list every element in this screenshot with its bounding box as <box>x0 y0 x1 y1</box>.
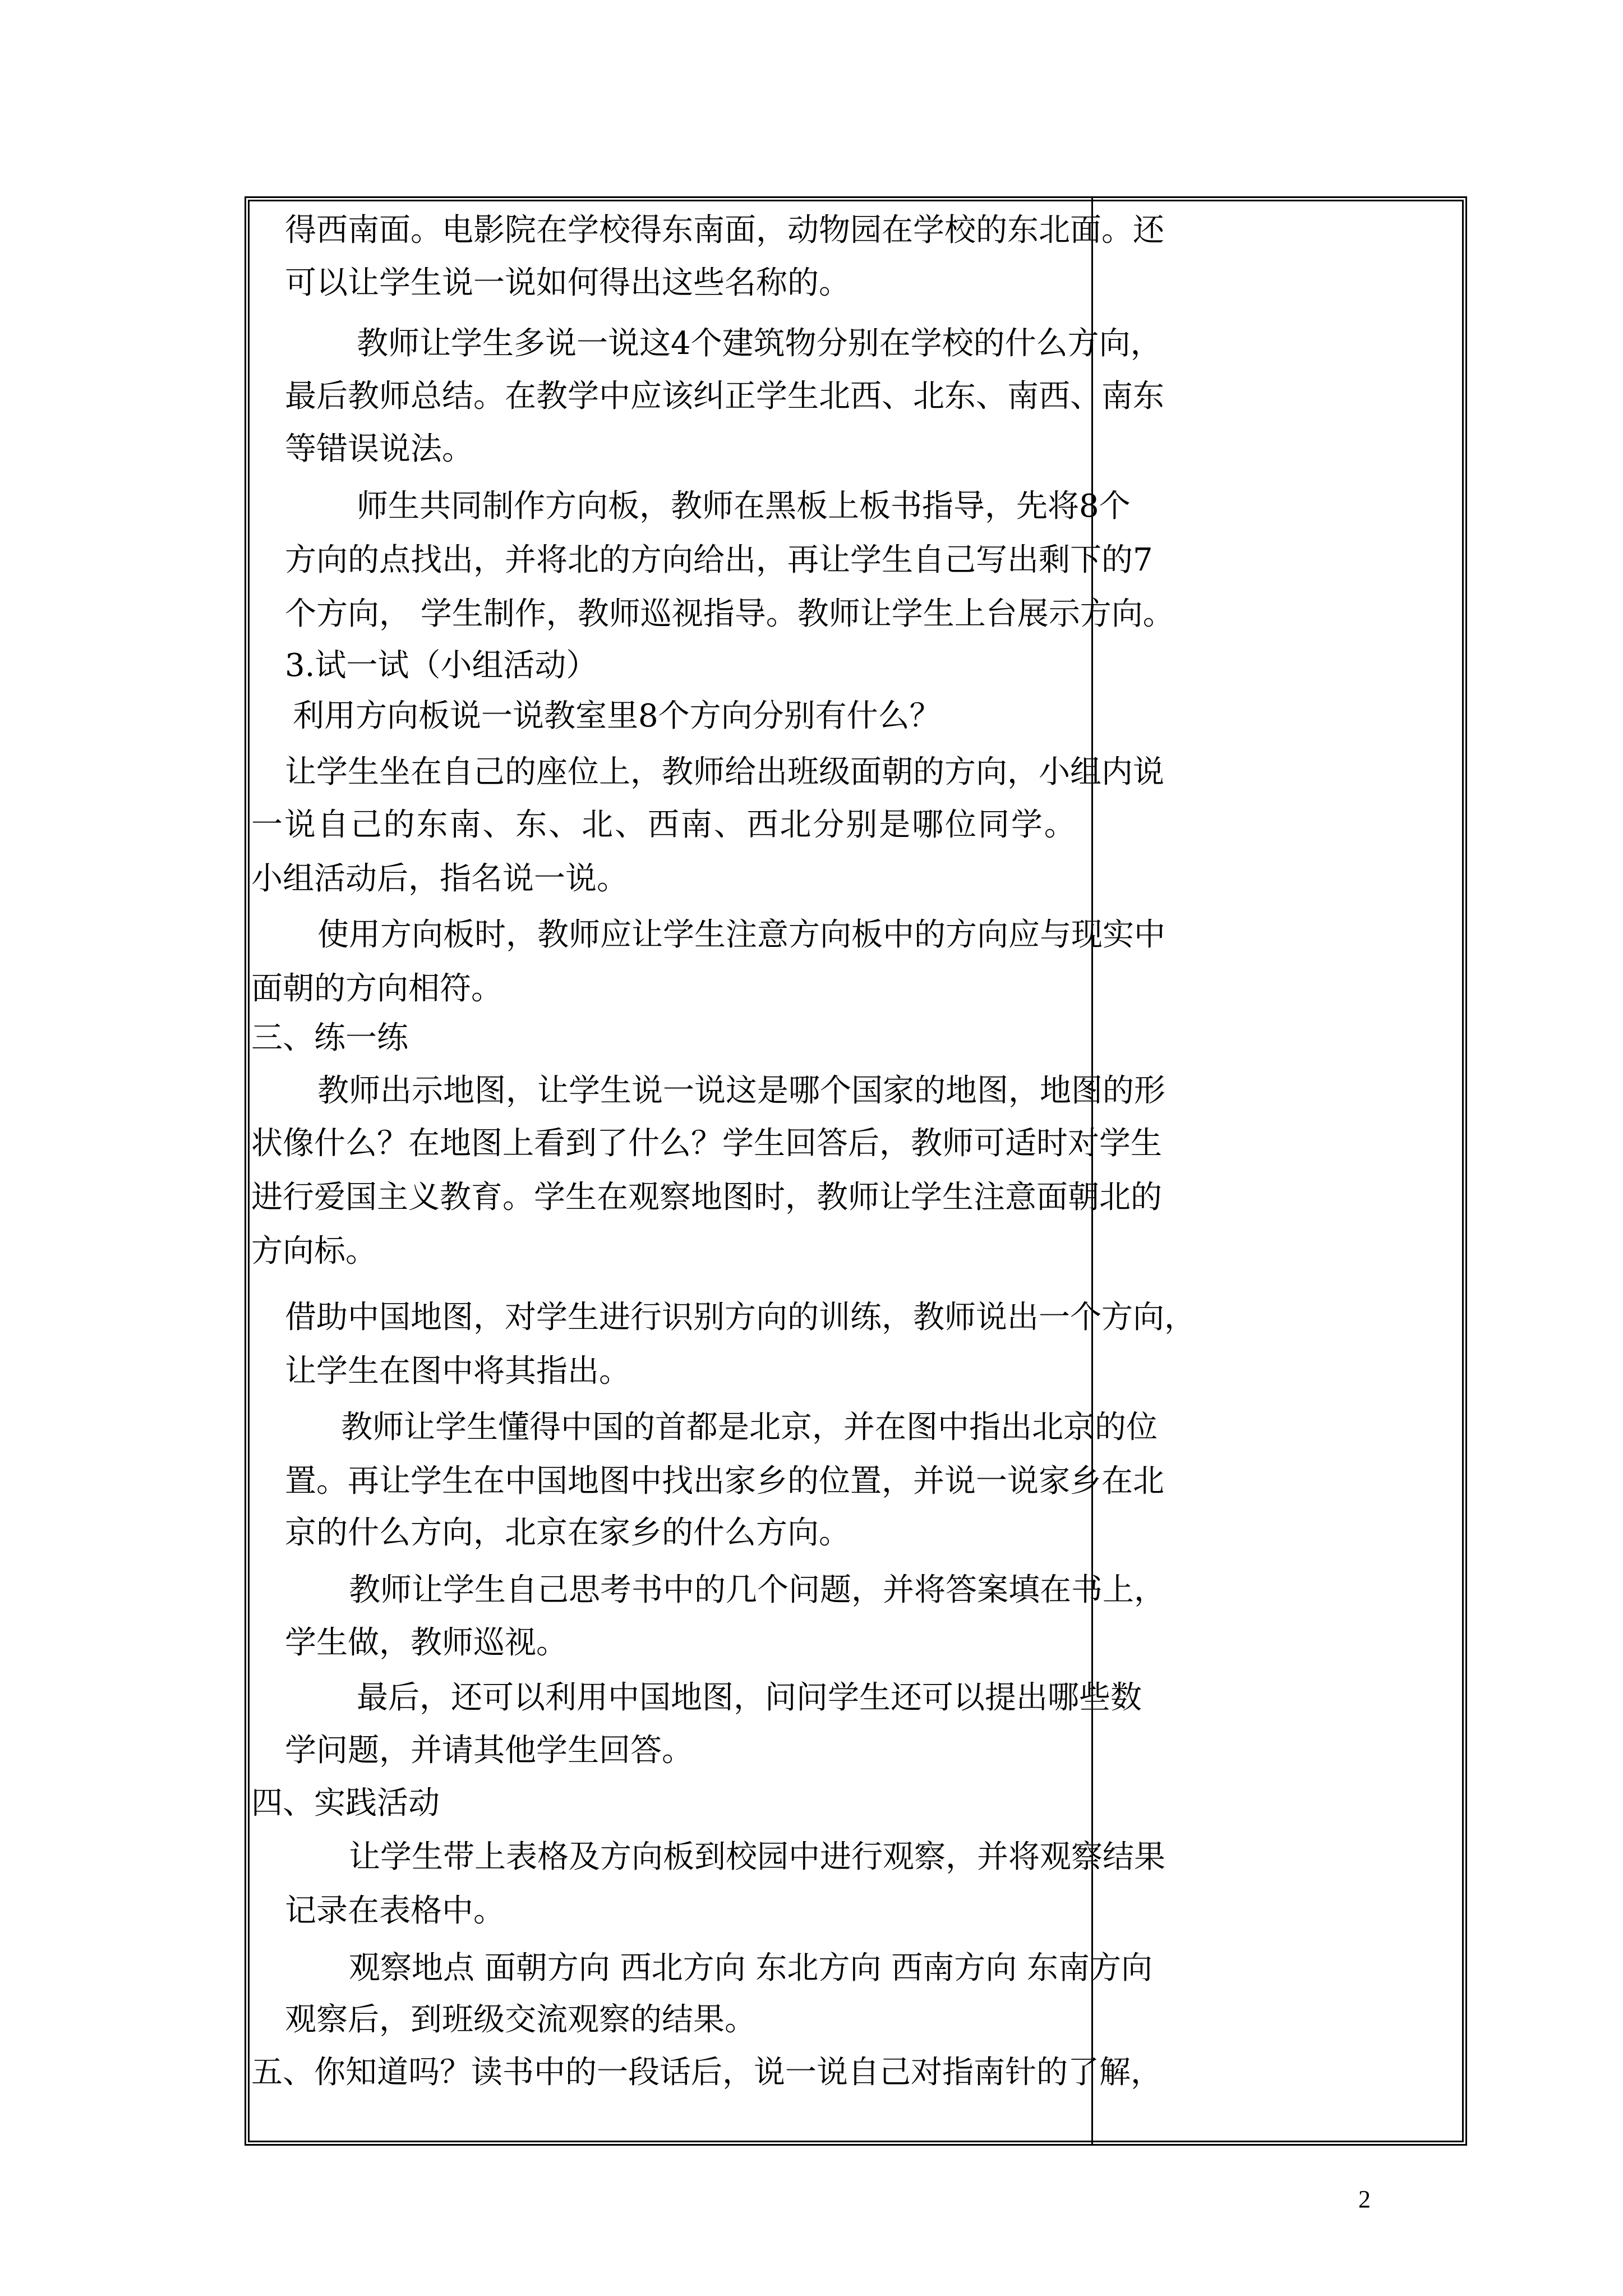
text-line: 教师让学生自己思考书中的几个问题，并将答案填在书上， <box>349 1572 1165 1608</box>
char: 位 <box>945 807 977 843</box>
text-line: 进行爱国主义教育。学生在观察地图时，教师让学生注意面朝北的 <box>251 1179 1162 1216</box>
page-number: 2 <box>1358 2185 1371 2213</box>
text-line: 让学生在图中将其指出。 <box>285 1353 630 1389</box>
section-heading: 四、实践活动 <box>251 1785 440 1821</box>
section-heading: 五、你知道吗？读书中的一段话后，说一说自己对指南针的了解， <box>251 2054 1162 2091</box>
char: 、 <box>713 807 745 843</box>
char: 、 <box>614 807 646 843</box>
char: 说 <box>284 807 316 843</box>
text-line-spaced <box>251 806 1076 845</box>
text-line: 等错误说法。 <box>285 431 473 467</box>
text-line: 小组活动后，指名说一说。 <box>251 861 628 897</box>
char: 、 <box>548 807 580 843</box>
text-line: 让学生带上表格及方向板到校园中进行观察，并将观察结果 <box>349 1839 1165 1875</box>
char: 自 <box>317 807 349 843</box>
char: 己 <box>350 807 382 843</box>
text-line: 使用方向板时，教师应让学生注意方向板中的方向应与现实中 <box>317 917 1165 953</box>
text-line: 最后，还可以利用中国地图，问问学生还可以提出哪些数 <box>357 1680 1142 1716</box>
section-heading: 3.试一试（小组活动） <box>285 647 598 684</box>
text-line: 师生共同制作方向板，教师在黑板上板书指导，先将8个 <box>357 488 1131 524</box>
char: 南 <box>449 807 481 843</box>
char: 东 <box>416 807 448 843</box>
text-line: 观察地点 面朝方向 西北方向 东北方向 西南方向 东南方向 <box>349 1950 1153 1986</box>
text-line: 教师让学生多说一说这4个建筑物分别在学校的什么方向， <box>357 325 1162 362</box>
text-line: 学生做，教师巡视。 <box>285 1625 568 1661</box>
char: 分 <box>813 807 845 843</box>
text-line: 最后教师总结。在教学中应该纠正学生北西、北东、南西、南东 <box>285 378 1164 415</box>
text-line: 京的什么方向，北京在家乡的什么方向。 <box>285 1515 850 1551</box>
char: 北 <box>582 807 614 843</box>
char: 。 <box>1044 807 1076 843</box>
char: 别 <box>846 807 878 843</box>
char: 东 <box>515 807 547 843</box>
text-line: 可以让学生说一说如何得出这些名称的。 <box>285 265 850 301</box>
text-line: 面朝的方向相符。 <box>251 970 502 1007</box>
text-line: 得西南面。电影院在学校得东南面，动物园在学校的东北面。还 <box>285 212 1164 249</box>
char: 学 <box>1011 807 1043 843</box>
text-line: 借助中国地图，对学生进行识别方向的训练，教师说出一个方向， <box>285 1299 1196 1336</box>
text-line: 置。再让学生在中国地图中找出家乡的位置，并说一说家乡在北 <box>285 1463 1164 1499</box>
char: 哪 <box>912 807 944 843</box>
text-line: 方向的点找出，并将北的方向给出，再让学生自己写出剩下的7 <box>285 542 1153 578</box>
text-line: 记录在表格中。 <box>285 1893 505 1929</box>
char: 西 <box>647 807 679 843</box>
char: 同 <box>978 807 1009 843</box>
char: 是 <box>879 807 911 843</box>
text-line: 学问题，并请其他学生回答。 <box>285 1732 693 1769</box>
text-line: 让学生坐在自己的座位上，教师给出班级面朝的方向，小组内说 <box>285 754 1164 790</box>
text-line: 教师让学生懂得中国的首都是北京，并在图中指出北京的位 <box>341 1409 1158 1446</box>
text-line: 观察后，到班级交流观察的结果。 <box>285 2001 756 2038</box>
section-heading: 三、练一练 <box>251 1020 408 1056</box>
char: 、 <box>482 807 514 843</box>
char: 西 <box>746 807 778 843</box>
text-line: 状像什么？在地图上看到了什么？学生回答后，教师可适时对学生 <box>251 1125 1162 1162</box>
char: 南 <box>680 807 712 843</box>
text-line: 方向标。 <box>251 1233 377 1269</box>
char: 一 <box>251 807 283 843</box>
text-line: 个方向， 学生制作，教师巡视指导。教师让学生上台展示方向。 <box>285 596 1174 632</box>
text-line: 利用方向板说一说教室里8个方向分别有什么？ <box>293 698 941 734</box>
text-line: 教师出示地图，让学生说一说这是哪个国家的地图，地图的形 <box>317 1073 1165 1109</box>
char: 北 <box>780 807 811 843</box>
char: 的 <box>383 807 415 843</box>
